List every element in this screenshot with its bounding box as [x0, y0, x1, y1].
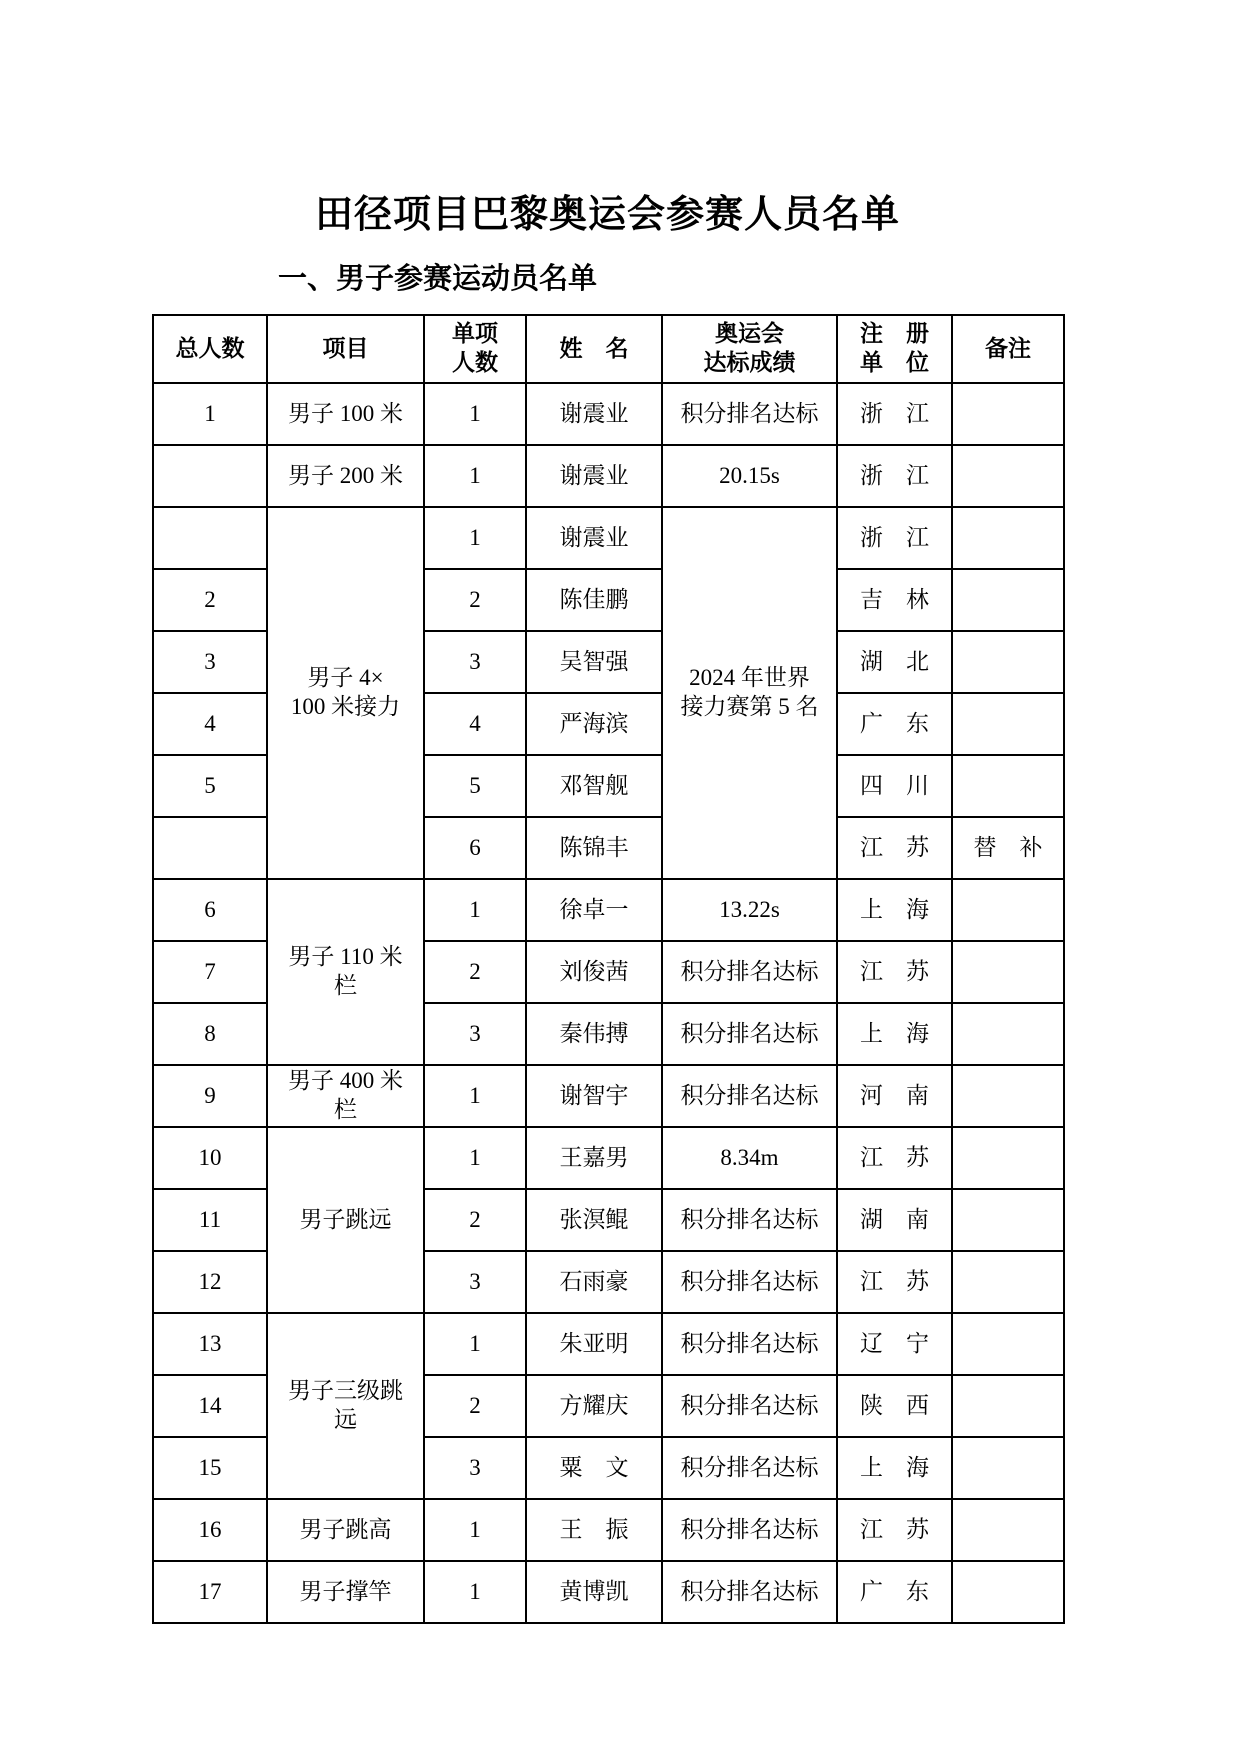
cell-r12-remarks: [952, 1065, 1064, 1127]
table-row-16: [153, 1313, 1064, 1375]
cell-r2-event: 男子 200 米: [267, 445, 424, 507]
cell-r17-remarks: [952, 1375, 1064, 1437]
cell-r13-event-count: 1: [424, 1127, 526, 1189]
cell-r11-registration-unit: 上 海: [837, 1003, 952, 1065]
section-heading: 一、男子参赛运动员名单: [278, 263, 598, 295]
cell-r11-olympic-qualifying-result: 积分排名达标: [662, 1003, 837, 1065]
cell-r5-registration-unit: 湖 北: [837, 631, 952, 693]
cell-r4-athlete-name: 陈佳鹏: [526, 569, 662, 631]
cell-r6-event-count: 4: [424, 693, 526, 755]
cell-r3-remarks: [952, 507, 1064, 569]
cell-r18-event-count: 3: [424, 1437, 526, 1499]
column-header-registration-unit: 注 册 单 位: [837, 315, 952, 383]
table-row-12: [153, 1065, 1064, 1127]
cell-r9-event-count: 1: [424, 879, 526, 941]
cell-r1-event: 男子 100 米: [267, 383, 424, 445]
cell-r18-remarks: [952, 1437, 1064, 1499]
cell-r13-event: 男子跳远: [267, 1127, 424, 1313]
cell-r10-event-count: 2: [424, 941, 526, 1003]
cell-r9-athlete-name: 徐卓一: [526, 879, 662, 941]
cell-r15-registration-unit: 江 苏: [837, 1251, 952, 1313]
cell-r17-registration-unit: 陕 西: [837, 1375, 952, 1437]
cell-r1-athlete-name: 谢震业: [526, 383, 662, 445]
cell-r14-athlete-name: 张溟鲲: [526, 1189, 662, 1251]
athletes-table: [152, 314, 1065, 1624]
table-row-2: [153, 445, 1064, 507]
cell-r13-registration-unit: 江 苏: [837, 1127, 952, 1189]
cell-r11-remarks: [952, 1003, 1064, 1065]
column-header-olympic-qualifying-result: 奥运会 达标成绩: [662, 315, 837, 383]
cell-r14-event-count: 2: [424, 1189, 526, 1251]
cell-r20-athlete-name: 黄博凯: [526, 1561, 662, 1623]
cell-r1-event-count: 1: [424, 383, 526, 445]
cell-r12-registration-unit: 河 南: [837, 1065, 952, 1127]
cell-r13-total-count: 10: [153, 1127, 267, 1189]
cell-r16-registration-unit: 辽 宁: [837, 1313, 952, 1375]
cell-r8-remarks: 替 补: [952, 817, 1064, 879]
cell-r20-olympic-qualifying-result: 积分排名达标: [662, 1561, 837, 1623]
cell-r12-athlete-name: 谢智宇: [526, 1065, 662, 1127]
cell-r12-event-count: 1: [424, 1065, 526, 1127]
cell-r8-registration-unit: 江 苏: [837, 817, 952, 879]
cell-r6-registration-unit: 广 东: [837, 693, 952, 755]
cell-r13-athlete-name: 王嘉男: [526, 1127, 662, 1189]
cell-r7-athlete-name: 邓智舰: [526, 755, 662, 817]
cell-r4-registration-unit: 吉 林: [837, 569, 952, 631]
cell-r2-remarks: [952, 445, 1064, 507]
cell-r16-event-count: 1: [424, 1313, 526, 1375]
cell-r2-olympic-qualifying-result: 20.15s: [662, 445, 837, 507]
cell-r6-athlete-name: 严海滨: [526, 693, 662, 755]
cell-r16-event: 男子三级跳 远: [267, 1313, 424, 1499]
cell-r10-total-count: 7: [153, 941, 267, 1003]
cell-r14-remarks: [952, 1189, 1064, 1251]
cell-r11-event-count: 3: [424, 1003, 526, 1065]
cell-r14-total-count: 11: [153, 1189, 267, 1251]
cell-r4-event-count: 2: [424, 569, 526, 631]
cell-r20-event-count: 1: [424, 1561, 526, 1623]
cell-r19-event-count: 1: [424, 1499, 526, 1561]
cell-r1-olympic-qualifying-result: 积分排名达标: [662, 383, 837, 445]
cell-r20-remarks: [952, 1561, 1064, 1623]
cell-r1-remarks: [952, 383, 1064, 445]
column-header-event: 项目: [267, 315, 424, 383]
cell-r16-athlete-name: 朱亚明: [526, 1313, 662, 1375]
cell-r7-registration-unit: 四 川: [837, 755, 952, 817]
cell-r19-event: 男子跳高: [267, 1499, 424, 1561]
cell-r18-total-count: 15: [153, 1437, 267, 1499]
table-row-19: [153, 1499, 1064, 1561]
cell-r3-event: 男子 4× 100 米接力: [267, 507, 424, 879]
cell-r6-remarks: [952, 693, 1064, 755]
cell-r10-athlete-name: 刘俊茜: [526, 941, 662, 1003]
cell-r17-total-count: 14: [153, 1375, 267, 1437]
table-row-20: [153, 1561, 1064, 1623]
cell-r17-event-count: 2: [424, 1375, 526, 1437]
cell-r4-total-count: 2: [153, 569, 267, 631]
cell-r8-event-count: 6: [424, 817, 526, 879]
cell-r5-remarks: [952, 631, 1064, 693]
column-header-athlete-name: 姓 名: [526, 315, 662, 383]
cell-r8-athlete-name: 陈锦丰: [526, 817, 662, 879]
cell-r13-olympic-qualifying-result: 8.34m: [662, 1127, 837, 1189]
cell-r2-registration-unit: 浙 江: [837, 445, 952, 507]
cell-r19-remarks: [952, 1499, 1064, 1561]
cell-r1-registration-unit: 浙 江: [837, 383, 952, 445]
cell-r19-athlete-name: 王 振: [526, 1499, 662, 1561]
cell-r2-event-count: 1: [424, 445, 526, 507]
cell-r18-registration-unit: 上 海: [837, 1437, 952, 1499]
cell-r14-olympic-qualifying-result: 积分排名达标: [662, 1189, 837, 1251]
table-row-3: [153, 507, 1064, 569]
cell-r5-total-count: 3: [153, 631, 267, 693]
cell-r10-remarks: [952, 941, 1064, 1003]
cell-r7-total-count: 5: [153, 755, 267, 817]
cell-r20-event: 男子撑竿: [267, 1561, 424, 1623]
column-header-remarks: 备注: [952, 315, 1064, 383]
cell-r9-event: 男子 110 米 栏: [267, 879, 424, 1065]
header-row: [153, 315, 1064, 383]
cell-r12-event: 男子 400 米 栏: [267, 1065, 424, 1127]
cell-r9-registration-unit: 上 海: [837, 879, 952, 941]
cell-r3-total-count: [153, 507, 267, 569]
cell-r6-total-count: 4: [153, 693, 267, 755]
cell-r10-registration-unit: 江 苏: [837, 941, 952, 1003]
cell-r9-total-count: 6: [153, 879, 267, 941]
cell-r2-total-count: [153, 445, 267, 507]
cell-r17-olympic-qualifying-result: 积分排名达标: [662, 1375, 837, 1437]
cell-r9-olympic-qualifying-result: 13.22s: [662, 879, 837, 941]
cell-r3-event-count: 1: [424, 507, 526, 569]
cell-r12-total-count: 9: [153, 1065, 267, 1127]
cell-r20-total-count: 17: [153, 1561, 267, 1623]
cell-r18-athlete-name: 粟 文: [526, 1437, 662, 1499]
cell-r3-registration-unit: 浙 江: [837, 507, 952, 569]
cell-r9-remarks: [952, 879, 1064, 941]
cell-r7-event-count: 5: [424, 755, 526, 817]
cell-r15-total-count: 12: [153, 1251, 267, 1313]
cell-r20-registration-unit: 广 东: [837, 1561, 952, 1623]
cell-r18-olympic-qualifying-result: 积分排名达标: [662, 1437, 837, 1499]
column-header-total-count: 总人数: [153, 315, 267, 383]
cell-r15-olympic-qualifying-result: 积分排名达标: [662, 1251, 837, 1313]
cell-r16-olympic-qualifying-result: 积分排名达标: [662, 1313, 837, 1375]
cell-r8-total-count: [153, 817, 267, 879]
column-header-event-count: 单项 人数: [424, 315, 526, 383]
document-title: 田径项目巴黎奥运会参赛人员名单: [314, 194, 900, 236]
cell-r5-event-count: 3: [424, 631, 526, 693]
table-row-13: [153, 1127, 1064, 1189]
cell-r5-athlete-name: 吴智强: [526, 631, 662, 693]
cell-r3-athlete-name: 谢震业: [526, 507, 662, 569]
cell-r15-remarks: [952, 1251, 1064, 1313]
cell-r13-remarks: [952, 1127, 1064, 1189]
cell-r11-athlete-name: 秦伟搏: [526, 1003, 662, 1065]
cell-r15-event-count: 3: [424, 1251, 526, 1313]
cell-r4-remarks: [952, 569, 1064, 631]
cell-r14-registration-unit: 湖 南: [837, 1189, 952, 1251]
cell-r19-olympic-qualifying-result: 积分排名达标: [662, 1499, 837, 1561]
cell-r11-total-count: 8: [153, 1003, 267, 1065]
cell-r7-remarks: [952, 755, 1064, 817]
cell-r12-olympic-qualifying-result: 积分排名达标: [662, 1065, 837, 1127]
cell-r15-athlete-name: 石雨豪: [526, 1251, 662, 1313]
cell-r16-remarks: [952, 1313, 1064, 1375]
cell-r10-olympic-qualifying-result: 积分排名达标: [662, 941, 837, 1003]
cell-r19-total-count: 16: [153, 1499, 267, 1561]
cell-r17-athlete-name: 方耀庆: [526, 1375, 662, 1437]
cell-r16-total-count: 13: [153, 1313, 267, 1375]
table-row-1: [153, 383, 1064, 445]
cell-r3-olympic-qualifying-result: 2024 年世界 接力赛第 5 名: [662, 507, 837, 879]
cell-r2-athlete-name: 谢震业: [526, 445, 662, 507]
cell-r1-total-count: 1: [153, 383, 267, 445]
table-row-9: [153, 879, 1064, 941]
cell-r19-registration-unit: 江 苏: [837, 1499, 952, 1561]
